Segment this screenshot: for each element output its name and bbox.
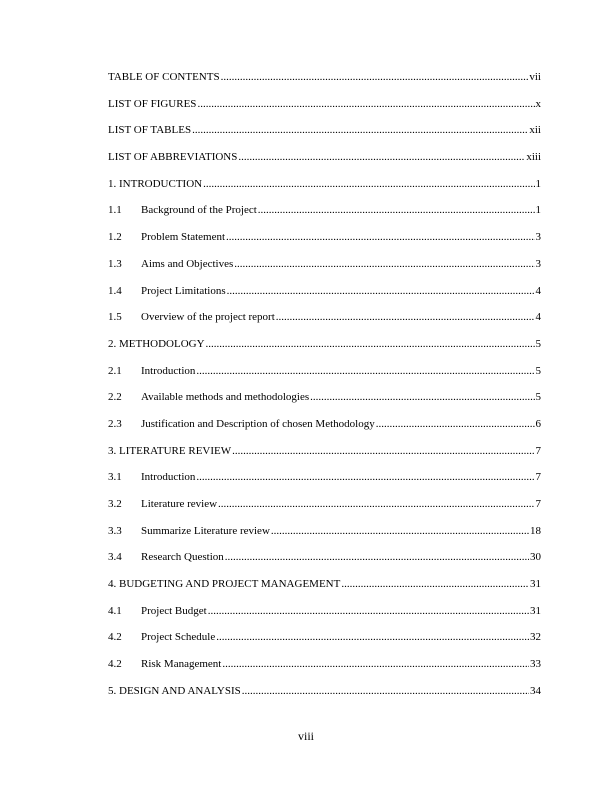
toc-dot-leader [271, 524, 529, 538]
toc-entry-title: Problem Statement [141, 231, 226, 244]
toc-entry[interactable] [108, 470, 541, 497]
toc-entry-page: 7 [535, 444, 541, 457]
toc-entry-page: 30 [530, 551, 541, 564]
toc-dot-leader [203, 177, 534, 191]
toc-dot-leader [225, 550, 529, 564]
toc-entry-page: xiii [526, 151, 541, 164]
toc-entry-title: 4. BUDGETING AND PROJECT MANAGEMENT [108, 578, 341, 591]
toc-entry-title: Project Budget [141, 604, 207, 617]
toc-entry-page: 34 [530, 684, 541, 697]
toc-entry[interactable] [108, 364, 541, 391]
toc-dot-leader [221, 70, 529, 84]
toc-entry-page: 5 [535, 391, 541, 404]
toc-entry-title: LIST OF FIGURES [108, 97, 197, 110]
toc-entry[interactable] [108, 630, 541, 657]
toc-entry-page: vii [529, 71, 541, 83]
toc-entry-title: Introduction [141, 471, 196, 484]
toc-entry-number: 2.3 [108, 417, 122, 430]
toc-entry[interactable] [108, 417, 541, 444]
toc-dot-leader [238, 150, 525, 164]
toc-dot-leader [242, 684, 529, 698]
toc-dot-leader [192, 123, 528, 137]
toc-entry-page: 33 [530, 658, 541, 671]
toc-entry-title: LIST OF ABBREVIATIONS [108, 151, 238, 164]
toc-entry-page: xii [529, 124, 541, 137]
toc-entry-number: 2.1 [108, 364, 122, 377]
toc-dot-leader [376, 417, 535, 431]
toc-entry[interactable] [108, 577, 541, 604]
toc-entry[interactable] [108, 230, 541, 257]
toc-entry-number: 3.1 [108, 471, 122, 484]
toc-dot-leader [234, 257, 534, 271]
toc-dot-leader [196, 470, 534, 484]
toc-dot-leader [216, 630, 529, 644]
toc-entry[interactable] [108, 284, 541, 311]
toc-entry-page: x [535, 97, 541, 110]
toc-dot-leader [208, 604, 529, 618]
toc-entry-page: 6 [535, 417, 541, 430]
toc-entry-number: 3.3 [108, 524, 122, 537]
toc-dot-leader [206, 337, 535, 351]
toc-entry[interactable] [108, 97, 541, 124]
toc-dot-leader [218, 497, 534, 511]
toc-entry-title: Justification and Description of chosen Methodology [141, 417, 375, 430]
toc-entry-number: 1.5 [108, 311, 122, 324]
toc-entry-title: 1. INTRODUCTION [108, 177, 203, 190]
toc-entry-title: Project Schedule [141, 631, 216, 644]
toc-dot-leader [232, 444, 534, 458]
page-number: viii [297, 729, 314, 743]
toc-dot-leader [227, 284, 535, 298]
toc-entry[interactable] [108, 444, 541, 471]
toc-entry-title: 3. LITERATURE REVIEW [108, 444, 232, 457]
toc-entry[interactable] [108, 657, 541, 684]
toc-entry-page: 4 [535, 311, 541, 324]
toc-dot-leader [276, 310, 535, 324]
toc-entry-number: 2.2 [108, 391, 122, 404]
toc-entry-page: 7 [535, 498, 541, 510]
toc-entry-page: 1 [535, 177, 541, 190]
toc-entry-title: Background of the Project [141, 204, 257, 217]
toc-entry-page: 31 [530, 578, 541, 591]
toc-entry-title: Risk Management [141, 658, 222, 671]
toc-entry-number: 4.2 [108, 658, 122, 671]
toc-entry-title: 2. METHODOLOGY [108, 337, 205, 350]
toc-entry-title: Introduction [141, 364, 196, 377]
toc-dot-leader [258, 203, 535, 217]
toc-entry-page: 3 [535, 231, 541, 244]
toc-entry-title: Summarize Literature review [141, 524, 270, 537]
toc-entry-title: Research Question [141, 551, 224, 564]
toc-entry-title: Aims and Objectives [141, 257, 234, 270]
toc-entry[interactable] [108, 604, 541, 631]
toc-entry-page: 18 [530, 524, 541, 537]
toc-dot-leader [310, 390, 534, 404]
toc-entry-number: 3.2 [108, 498, 122, 510]
toc-entry-page: 5 [535, 364, 541, 377]
toc-entry-page: 7 [535, 471, 541, 484]
toc-entry[interactable] [108, 70, 541, 97]
toc-entry[interactable] [108, 203, 541, 230]
toc-entry-page: 31 [530, 604, 541, 617]
toc-entry-title: Overview of the project report [141, 311, 275, 324]
toc-entry[interactable] [108, 390, 541, 417]
toc-entry-number: 1.4 [108, 284, 122, 297]
toc-entry[interactable] [108, 310, 541, 337]
toc-entry[interactable] [108, 337, 541, 364]
toc-entry-title: 5. DESIGN AND ANALYSIS [108, 684, 241, 697]
toc-dot-leader [196, 364, 534, 378]
toc-dot-leader [197, 97, 534, 111]
toc-entry[interactable] [108, 123, 541, 150]
toc-entry-page: 3 [535, 257, 541, 270]
toc-entry[interactable] [108, 524, 541, 551]
toc-dot-leader [222, 657, 529, 671]
table-of-contents [108, 70, 541, 711]
toc-entry[interactable] [108, 550, 541, 577]
toc-entry-number: 1.3 [108, 257, 122, 270]
toc-entry[interactable] [108, 684, 541, 711]
toc-entry-page: 32 [530, 631, 541, 644]
toc-entry-title: Literature review [141, 498, 218, 510]
toc-entry-title: Project Limitations [141, 284, 226, 297]
toc-entry-title: TABLE OF CONTENTS [108, 71, 220, 83]
toc-entry-title: LIST OF TABLES [108, 124, 192, 137]
toc-entry-number: 4.2 [108, 631, 122, 644]
toc-entry-number: 1.1 [108, 204, 122, 217]
toc-entry-page: 1 [535, 204, 541, 217]
toc-entry-number: 3.4 [108, 551, 122, 564]
toc-entry[interactable] [108, 497, 541, 524]
toc-entry-title: Available methods and methodologies [141, 391, 310, 404]
toc-entry-page: 5 [535, 337, 541, 350]
toc-dot-leader [226, 230, 534, 244]
toc-dot-leader [341, 577, 529, 591]
toc-entry-number: 4.1 [108, 604, 122, 617]
toc-entry-number: 1.2 [108, 231, 122, 244]
toc-entry[interactable] [108, 257, 541, 284]
toc-entry[interactable] [108, 150, 541, 177]
toc-entry-page: 4 [535, 284, 541, 297]
toc-entry[interactable] [108, 177, 541, 204]
